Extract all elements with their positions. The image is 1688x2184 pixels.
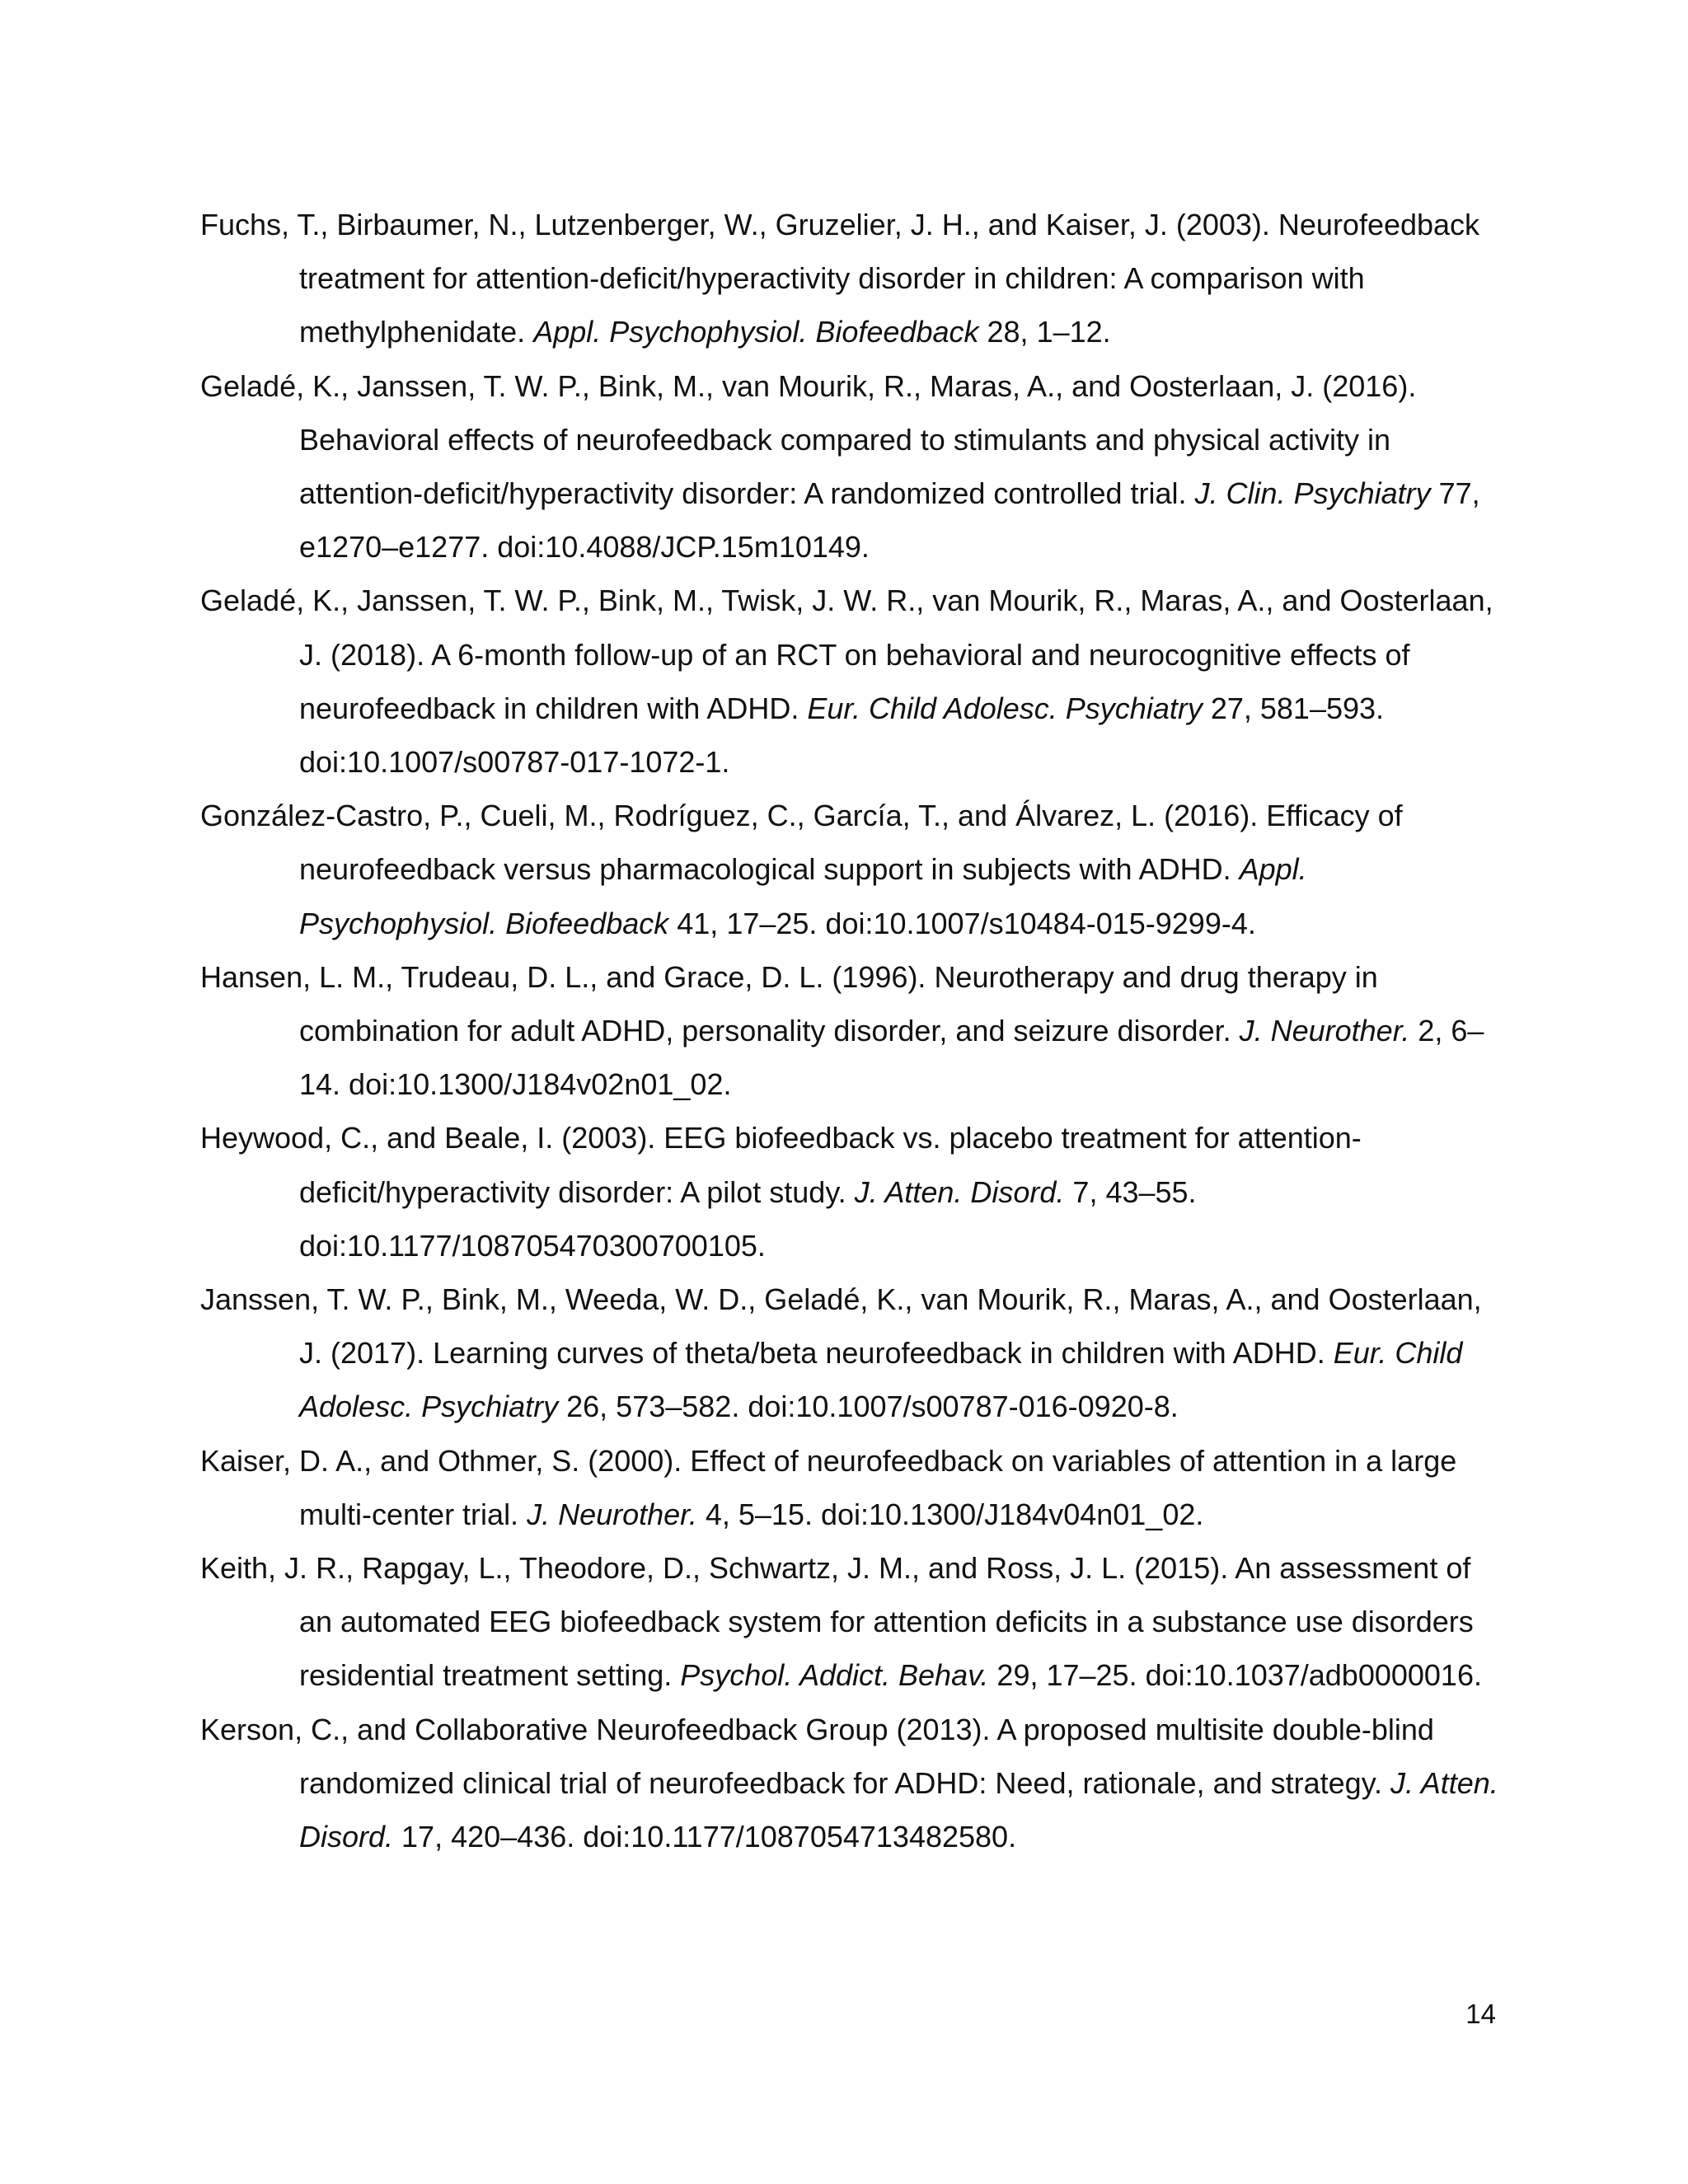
journal-name: J. Neurother. [527,1497,697,1531]
reference-entry: González-Castro, P., Cueli, M., Rodríguez, C., García, T., and Álvarez, L. (2016). Efficacy of neurofeedback versus pharmacological support in subjects with ADHD. Appl. Psychophysiol. Biofeedback 41, 17–25. doi:10.1007/s10484-015-9299-4. [200,799,1403,940]
journal-name: Appl. Psychophysiol. Biofeedback [533,315,979,349]
journal-name: J. Clin. Psychiatry [1194,476,1431,511]
reference-entry: Kaiser, D. A., and Othmer, S. (2000). Effect of neurofeedback on variables of attention in a large multi-center trial. J. Neurother. 4, 5–15. doi:10.1300/J184v04n01_02. [200,1443,1457,1531]
journal-name: Appl. Psychophysiol. Biofeedback [299,852,1307,940]
journal-name: J. Atten. Disord. [854,1174,1065,1209]
reference-entry: Hansen, L. M., Trudeau, D. L., and Grace, D. L. (1996). Neurotherapy and drug therapy in combination for adult ADHD, personality disorder, and seizure disorder. J. Neurother. 2, 6–14. doi:10.1300/J184v02n01_02. [200,959,1484,1102]
reference-entry: Janssen, T. W. P., Bink, M., Weeda, W. D., Geladé, K., van Mourik, R., Maras, A., and Oosterlaan, J. (2017). Learning curves of theta/beta neurofeedback in children with ADHD. Eur. Child Adolesc. Psychiatry 26, 573–582. doi:10.1007/s00787-016-0920-8. [200,1282,1482,1424]
reference-entry: Kerson, C., and Collaborative Neurofeedback Group (2013). A proposed multisite double-blind randomized clinical trial of neurofeedback for ADHD: Need, rationale, and strategy. J. Atten. Disord. 17, 420–436. doi:10.1177/1087054713482580. [200,1712,1498,1854]
journal-name: Eur. Child Adolesc. Psychiatry [299,1336,1463,1424]
page-number: 14 [1465,1999,1496,2029]
journal-name: J. Neurother. [1239,1014,1410,1048]
reference-entry: Keith, J. R., Rapgay, L., Theodore, D., Schwartz, J. M., and Ross, J. L. (2015). An assessment of an automated EEG biofeedback system for attention deficits in a substance use disorders residential treatment setting. Psychol. Addict. Behav. 29, 17–25. doi:10.1037/adb0000016. [200,1551,1482,1693]
reference-entry: Fuchs, T., Birbaumer, N., Lutzenberger, W., Gruzelier, J. H., and Kaiser, J. (2003). Neurofeedback treatment for attention-deficit/hyperactivity disorder in children: A comparison with methylphenidate. Appl. Psychophysiol. Biofeedback 28, 1–12. [200,208,1480,349]
journal-name: Psychol. Addict. Behav. [680,1658,989,1693]
reference-entry: Geladé, K., Janssen, T. W. P., Bink, M., Twisk, J. W. R., van Mourik, R., Maras, A., and Oosterlaan, J. (2018). A 6-month follow-up of an RCT on behavioral and neurocognitive effects of neurofeedback in children with ADHD. Eur. Child Adolesc. Psychiatry 27, 581–593. doi:10.1007/s00787-017-1072-1. [200,583,1493,780]
journal-name: Eur. Child Adolesc. Psychiatry [807,691,1203,725]
reference-entry: Heywood, C., and Beale, I. (2003). EEG biofeedback vs. placebo treatment for attention-deficit/hyperactivity disorder: A pilot study. J. Atten. Disord. 7, 43–55. doi:10.1177/108705470300700105. [200,1121,1362,1263]
journal-name: J. Atten. Disord. [299,1765,1498,1854]
reference-entry: Geladé, K., Janssen, T. W. P., Bink, M., van Mourik, R., Maras, A., and Oosterlaan, J. (2016). Behavioral effects of neurofeedback compared to stimulants and physical activity in attention-deficit/hyperactivity disorder: A randomized controlled trial. J. Clin. Psychiatry 77, e1270–e1277. doi:10.4088/JCP.15m10149. [200,368,1480,565]
reference-list [200,198,1503,1863]
